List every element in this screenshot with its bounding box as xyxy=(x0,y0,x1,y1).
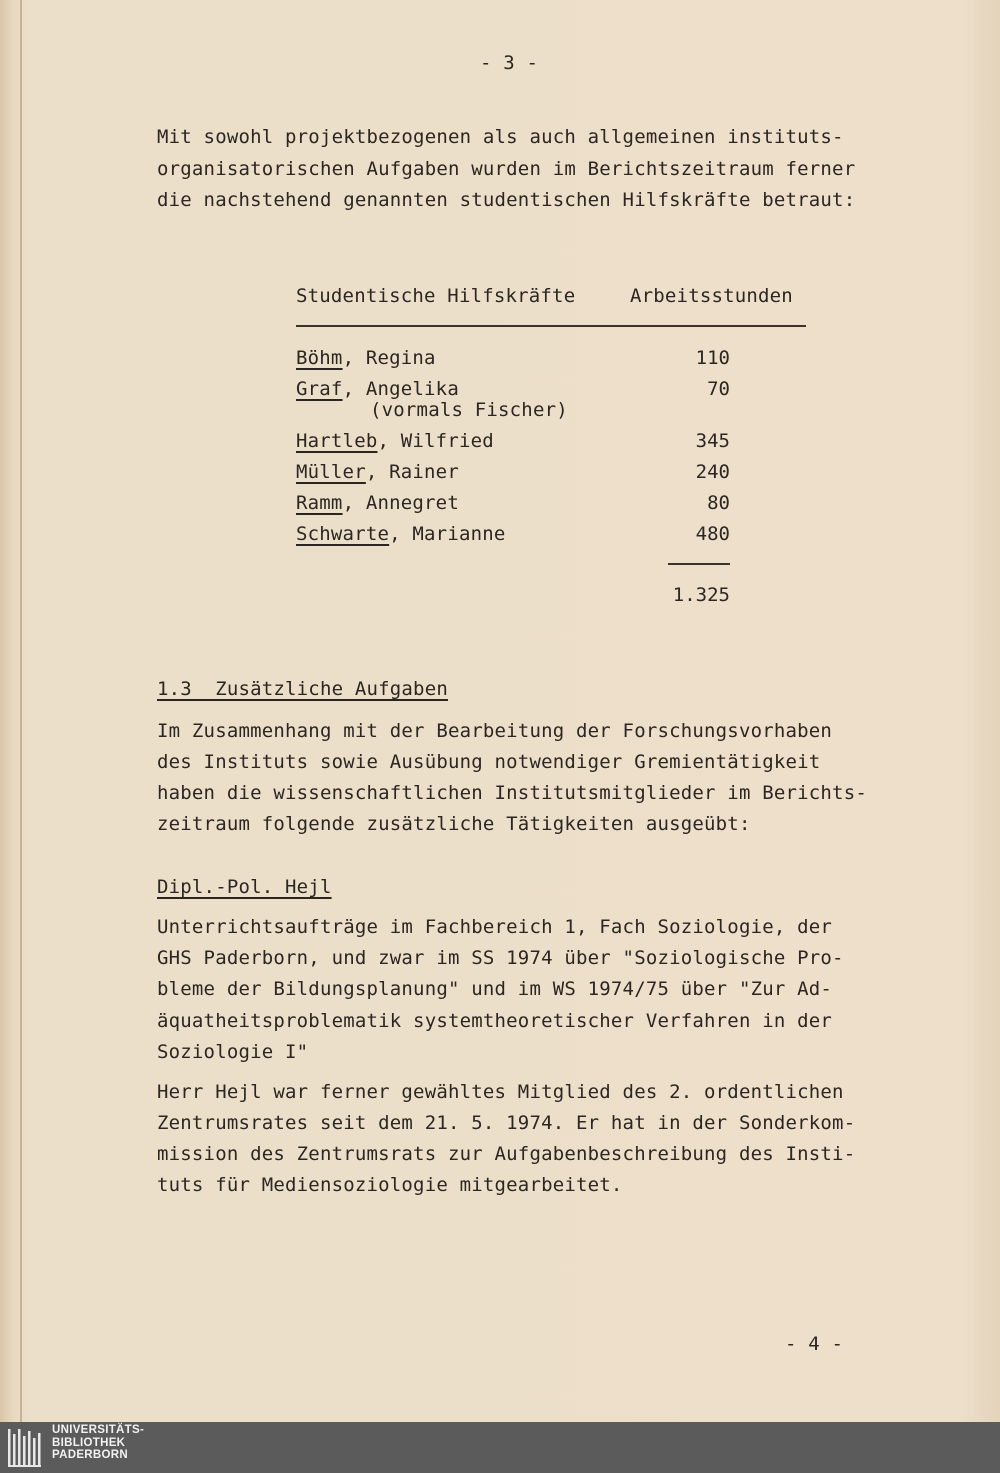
page-number: - 3 - xyxy=(480,52,539,74)
library-logo-icon xyxy=(6,1426,46,1469)
section-paragraph-line: haben die wissenschaftlichen Institutsmitglieder im Berichts- xyxy=(157,782,867,804)
person-heading: Dipl.-Pol. Hejl xyxy=(157,876,332,898)
table-row-hours: 70 xyxy=(707,378,730,400)
surname: Ramm xyxy=(296,492,343,514)
section-paragraph-line: zeitraum folgende zusätzliche Tätigkeiten ausgeübt: xyxy=(157,813,751,835)
person-paragraph-line: Soziologie I" xyxy=(157,1041,309,1063)
surname: Böhm xyxy=(296,347,343,369)
surname: Schwarte xyxy=(296,523,390,545)
table-total: 1.325 xyxy=(672,584,730,606)
table-row-hours: 240 xyxy=(695,461,730,483)
library-footer xyxy=(0,1422,1000,1473)
table-row-hours: 110 xyxy=(695,347,730,369)
section-paragraph-line: des Instituts sowie Ausübung notwendiger Gremientätigkeit xyxy=(157,751,821,773)
table-row-name: Müller, Rainer xyxy=(296,461,459,483)
intro-line: organisatorischen Aufgaben wurden im Berichtszeitraum ferner xyxy=(157,158,856,180)
person-paragraph-line: bleme der Bildungsplanung" und im WS 1974/75 über "Zur Ad- xyxy=(157,978,833,1000)
library-name: UNIVERSITÄTS- BIBLIOTHEK PADERBORN xyxy=(52,1424,145,1461)
intro-line: die nachstehend genannten studentischen Hilfskräfte betraut: xyxy=(157,189,856,211)
table-row-name: Ramm, Annegret xyxy=(296,492,459,514)
person-paragraph-line: tuts für Mediensoziologie mitgearbeitet. xyxy=(157,1174,623,1196)
table-row-hours: 345 xyxy=(695,430,730,452)
table-row-hours: 80 xyxy=(707,492,730,514)
surname: Hartleb xyxy=(296,430,378,452)
person-paragraph-line: Herr Hejl war ferner gewähltes Mitglied des 2. ordentlichen xyxy=(157,1081,844,1103)
table-row-hours: 480 xyxy=(695,523,730,545)
person-paragraph-line: GHS Paderborn, und zwar im SS 1974 über "Soziologische Pro- xyxy=(157,947,844,969)
table-row-name: Hartleb, Wilfried xyxy=(296,430,494,452)
table-row-name: Böhm, Regina xyxy=(296,347,436,369)
table-header-rule xyxy=(296,325,806,327)
next-page-marker: - 4 - xyxy=(785,1333,844,1355)
table-row-name: Graf, Angelika xyxy=(296,378,459,400)
table-header-names: Studentische Hilfskräfte xyxy=(296,285,576,307)
surname: Graf xyxy=(296,378,343,400)
section-heading: 1.3 Zusätzliche Aufgaben xyxy=(157,678,448,700)
person-paragraph-line: Unterrichtsaufträge im Fachbereich 1, Fach Soziologie, der xyxy=(157,916,833,938)
section-paragraph-line: Im Zusammenhang mit der Bearbeitung der Forschungsvorhaben xyxy=(157,720,833,742)
page-spine-shadow xyxy=(20,0,22,1422)
table-row-note: (vormals Fischer) xyxy=(370,399,568,421)
intro-line: Mit sowohl projektbezogenen als auch allgemeinen instituts- xyxy=(157,126,844,148)
surname: Müller xyxy=(296,461,366,483)
table-header-hours: Arbeitsstunden xyxy=(630,285,793,307)
total-rule xyxy=(668,563,730,565)
person-paragraph-line: äquatheitsproblematik systemtheoretischer Verfahren in der xyxy=(157,1010,833,1032)
person-paragraph-line: mission des Zentrumsrats zur Aufgabenbeschreibung des Insti- xyxy=(157,1143,856,1165)
person-paragraph-line: Zentrumsrates seit dem 21. 5. 1974. Er hat in der Sonderkom- xyxy=(157,1112,856,1134)
table-row-name: Schwarte, Marianne xyxy=(296,523,506,545)
